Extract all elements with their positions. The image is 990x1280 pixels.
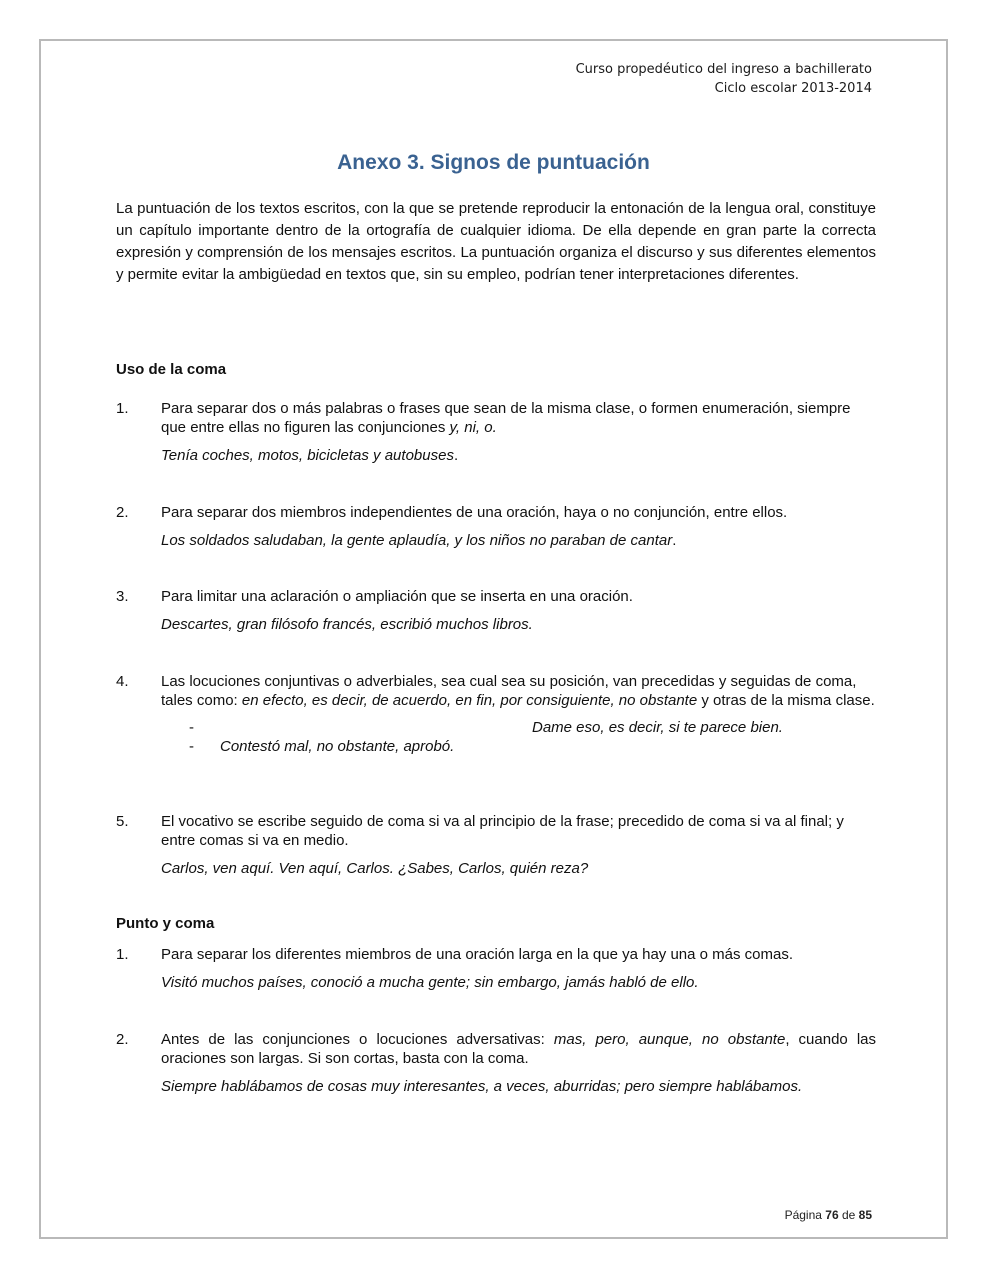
list-item	[116, 1030, 876, 1096]
item-text: El vocativo se escribe seguido de coma si va al principio de la frase; precedido de coma si va al final; y entre comas si va en medio.	[161, 813, 844, 849]
list-item	[116, 672, 876, 756]
bullet-text: Contestó mal, no obstante, aprobó.	[220, 738, 455, 755]
bullet-item	[161, 718, 876, 737]
dash-bullet: -	[189, 738, 194, 755]
item-example: Visitó muchos países, conoció a mucha gente; sin embargo, jamás habló de ello.	[161, 974, 699, 991]
item-number: 2.	[116, 1031, 129, 1048]
item-example: Los soldados saludaban, la gente aplaudía, y los niños no paraban de cantar.	[161, 532, 677, 549]
total-page-count: 85	[858, 1208, 872, 1222]
item-example: Tenía coches, motos, bicicletas y autobuses.	[161, 447, 459, 464]
list-item	[116, 945, 876, 992]
item-number: 1.	[116, 400, 129, 417]
item-text: Para separar dos o más palabras o frases que sean de la misma clase, o formen enumeración, siempre que entre ellas no figuren las conjunciones y, ni, o.	[161, 400, 851, 436]
header-course: Curso propedéutico del ingreso a bachillerato	[575, 62, 872, 77]
page-title: Anexo 3. Signos de puntuación	[337, 151, 650, 174]
section-heading-coma: Uso de la coma	[116, 361, 227, 378]
list-item	[116, 587, 876, 634]
example-bullet-list	[161, 718, 876, 756]
item-number: 4.	[116, 673, 129, 690]
page-footer: Página 76 de 85	[784, 1208, 872, 1222]
item-text: Las locuciones conjuntivas o adverbiales, sea cual sea su posición, van precedidas y seguidas de coma, tales como: en efecto, es decir, de acuerdo, en fin, por consiguiente, no obstante y otras de la misma clase.	[161, 673, 875, 709]
list-item	[116, 503, 876, 550]
document-page	[39, 39, 948, 1239]
item-number: 3.	[116, 588, 129, 605]
item-text: Para limitar una aclaración o ampliación que se inserta en una oración.	[161, 588, 633, 605]
bullet-text: Dame eso, es decir, si te parece bien.	[532, 719, 783, 736]
item-example: Siempre hablábamos de cosas muy interesantes, a veces, aburridas; pero siempre hablábamos.	[161, 1078, 803, 1095]
dash-bullet: -	[189, 719, 194, 736]
intro-paragraph: La puntuación de los textos escritos, con la que se pretende reproducir la entonación de la lengua oral, constituye un capítulo importante dentro de la ortografía de cualquier idioma. De ella depende en gran parte la correcta expresión y comprensión de los mensajes escritos. La puntuación organiza el discurso y sus diferentes elementos y permite evitar la ambigüedad en textos que, sin su empleo, podrían tener interpretaciones diferentes.	[116, 200, 876, 283]
list-item	[116, 812, 876, 878]
item-number: 2.	[116, 504, 129, 521]
item-text: Para separar dos miembros independientes de una oración, haya o no conjunción, entre ellos.	[161, 504, 788, 521]
page-header	[576, 60, 872, 98]
item-example: Carlos, ven aquí. Ven aquí, Carlos. ¿Sabes, Carlos, quién reza?	[161, 860, 589, 877]
list-item	[116, 399, 876, 465]
bullet-item	[161, 737, 876, 756]
current-page-number: 76	[825, 1208, 839, 1222]
item-number: 1.	[116, 946, 129, 963]
item-text: Antes de las conjunciones o locuciones adversativas: mas, pero, aunque, no obstante, cuando las oraciones son largas. Si son cortas, basta con la coma.	[161, 1031, 877, 1067]
item-number: 5.	[116, 813, 129, 830]
item-example: Descartes, gran filósofo francés, escribió muchos libros.	[161, 616, 533, 633]
header-school-year: Ciclo escolar 2013-2014	[714, 81, 872, 96]
section-heading-punto-y-coma: Punto y coma	[116, 915, 215, 932]
item-text: Para separar los diferentes miembros de una oración larga en la que ya hay una o más comas.	[161, 946, 794, 963]
